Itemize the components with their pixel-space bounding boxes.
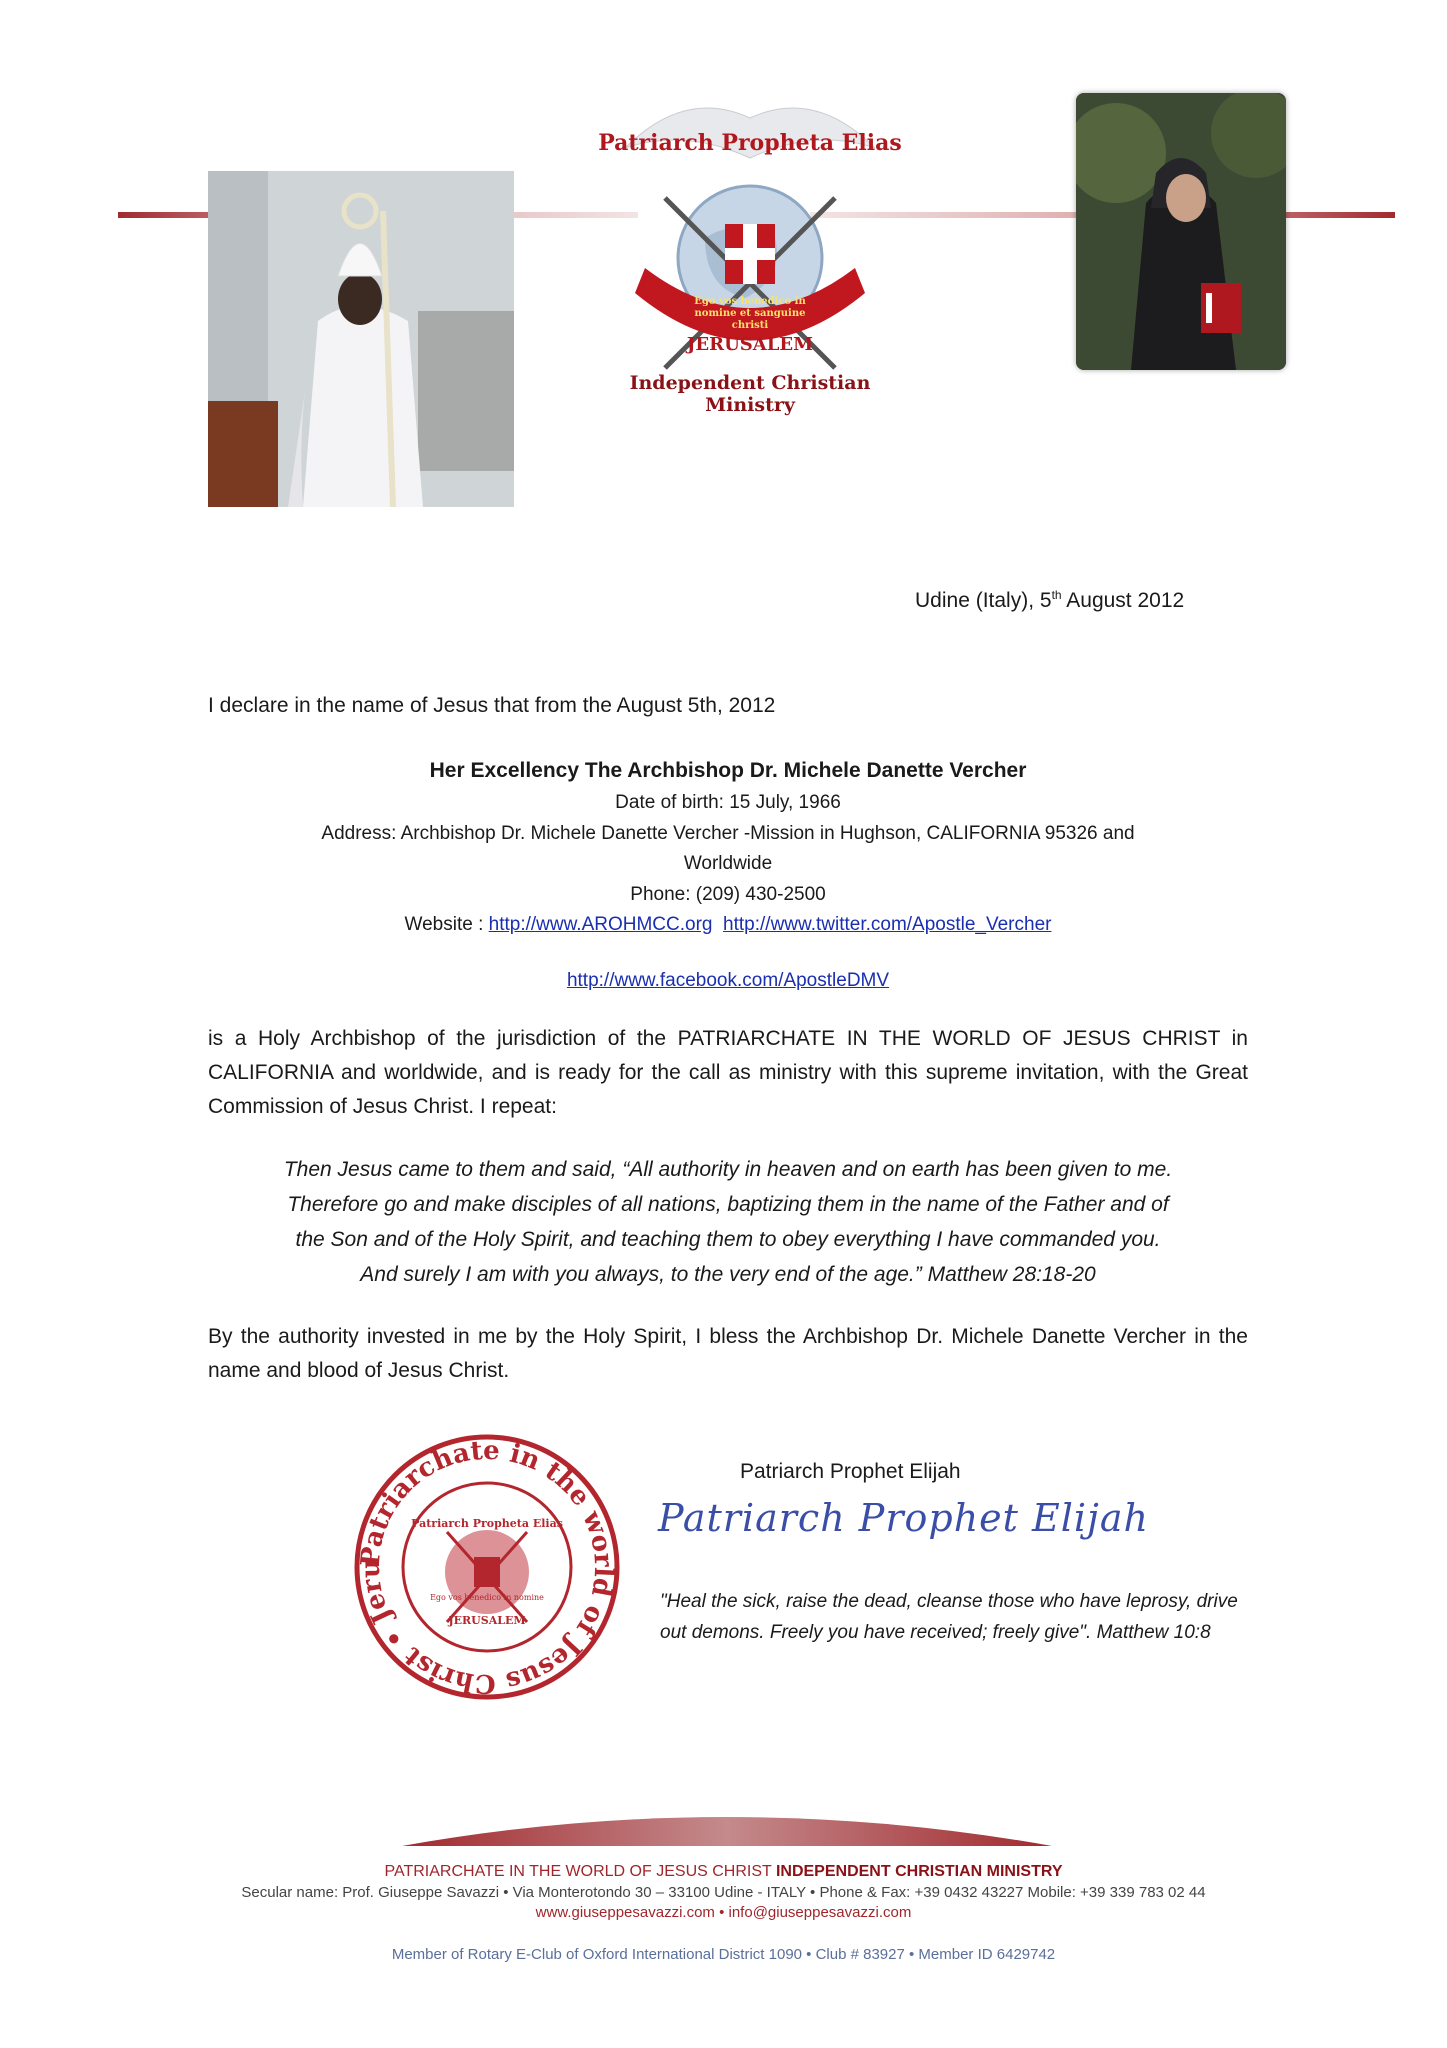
seal-inner-motto: Ego vos benedico in nomine — [430, 1593, 544, 1602]
patriarchate-seal — [352, 1432, 622, 1702]
quote-line-1: Then Jesus came to them and said, “All authority in heaven and on earth has been given to me. — [283, 1158, 1173, 1181]
recipient-websites — [208, 910, 1248, 940]
footer-ministry: INDEPENDENT CHRISTIAN MINISTRY — [775, 1863, 1063, 1880]
quote-line-3: the Son and of the Holy Spirit, and teaching them to obey everything I have commanded you. — [295, 1228, 1161, 1251]
address-line-2: Worldwide — [683, 853, 773, 874]
body-paragraph-2: By the authority invested in me by the Holy Spirit, I bless the Archbishop Dr. Michele Danette Vercher in the name and blood of Jesus Christ. — [208, 1325, 1248, 1382]
seal-ring-text: Patriarchate in the world of Jesus Christ • Jeru — [355, 1435, 619, 1699]
footer-divider — [402, 1808, 1052, 1848]
footer-patriarchate: PATRIARCHATE IN THE WORLD OF JESUS CHRIST — [384, 1863, 776, 1880]
body-paragraph-1: is a Holy Archbishop of the jurisdiction of the PATRIARCHATE IN THE WORLD OF JESUS CHRIST in CALIFORNIA and worldwide, and is ready for the call as ministry with this supreme invitation, with the Great Commission of Jesus Christ. I repeat: — [208, 1027, 1248, 1118]
recipient-name: Her Excellency The Archbishop Dr. Michele Danette Vercher — [429, 759, 1027, 782]
facebook-link[interactable]: http://www.facebook.com/ApostleDMV — [566, 970, 890, 991]
seal-inner-city: JERUSALEM — [448, 1614, 526, 1627]
website-label: Website : — [404, 914, 489, 935]
letter-date — [915, 588, 1184, 613]
seal-inner-title: Patriarch Propheta Elias — [411, 1517, 563, 1530]
footer-contact: Secular name: Prof. Giuseppe Savazzi • Via Monterotondo 30 – 33100 Udine - ITALY • Phone & Fax: +39 0432 43227 Mobile: +39 339 783 02 44 — [241, 1884, 1206, 1901]
twitter-link[interactable]: http://www.twitter.com/Apostle_Vercher — [723, 914, 1052, 935]
archbishop-photo — [208, 171, 514, 507]
recipient-dob: Date of birth: 15 July, 1966 — [615, 792, 841, 813]
quote-line-2: Therefore go and make disciples of all nations, baptizing them in the name of the Father and of — [287, 1193, 1169, 1216]
signatory-name: Patriarch Prophet Elijah — [740, 1460, 961, 1483]
facebook-row — [208, 966, 1248, 996]
recipient-phone: Phone: (209) 430-2500 — [630, 884, 826, 905]
patriarch-photo — [1076, 93, 1286, 370]
logo-city: JERUSALEM — [686, 334, 814, 355]
logo-motto: Ego vos benedico in nomine et sanguine christi — [694, 296, 806, 331]
footer-title — [0, 1863, 1447, 1881]
quote-line-4: And surely I am with you always, to the very end of the age.” Matthew 28:18-20 — [360, 1263, 1096, 1286]
handwritten-signature: Patriarch Prophet Elijah — [658, 1496, 1149, 1540]
healing-quote: "Heal the sick, raise the dead, cleanse those who have leprosy, drive out demons. Freely you have received; freely give". Matthew 10:8 — [660, 1591, 1238, 1643]
footer-rotary: Member of Rotary E-Club of Oxford International District 1090 • Club # 83927 • Member ID 6429742 — [391, 1946, 1056, 1963]
arohmcc-link[interactable]: http://www.AROHMCC.org — [488, 914, 713, 935]
ministry-logo — [585, 88, 915, 416]
logo-title: Patriarch Propheta Elias — [598, 130, 902, 156]
address-line-1: Address: Archbishop Dr. Michele Danette Vercher -Mission in Hughson, CALIFORNIA 95326 and — [321, 823, 1135, 844]
date-text: Udine (Italy), 5 — [915, 589, 1052, 612]
great-commission-quote — [208, 1152, 1248, 1292]
date-ordinal: th — [1051, 588, 1062, 602]
declaration-intro: I declare in the name of Jesus that from the August 5th, 2012 — [208, 694, 776, 717]
recipient-address — [208, 819, 1248, 879]
date-month-year: August 2012 — [1061, 589, 1185, 612]
footer-web-email: www.giuseppesavazzi.com • info@giuseppesavazzi.com — [535, 1904, 912, 1921]
logo-subtitle: Independent Christian Ministry — [629, 372, 871, 416]
